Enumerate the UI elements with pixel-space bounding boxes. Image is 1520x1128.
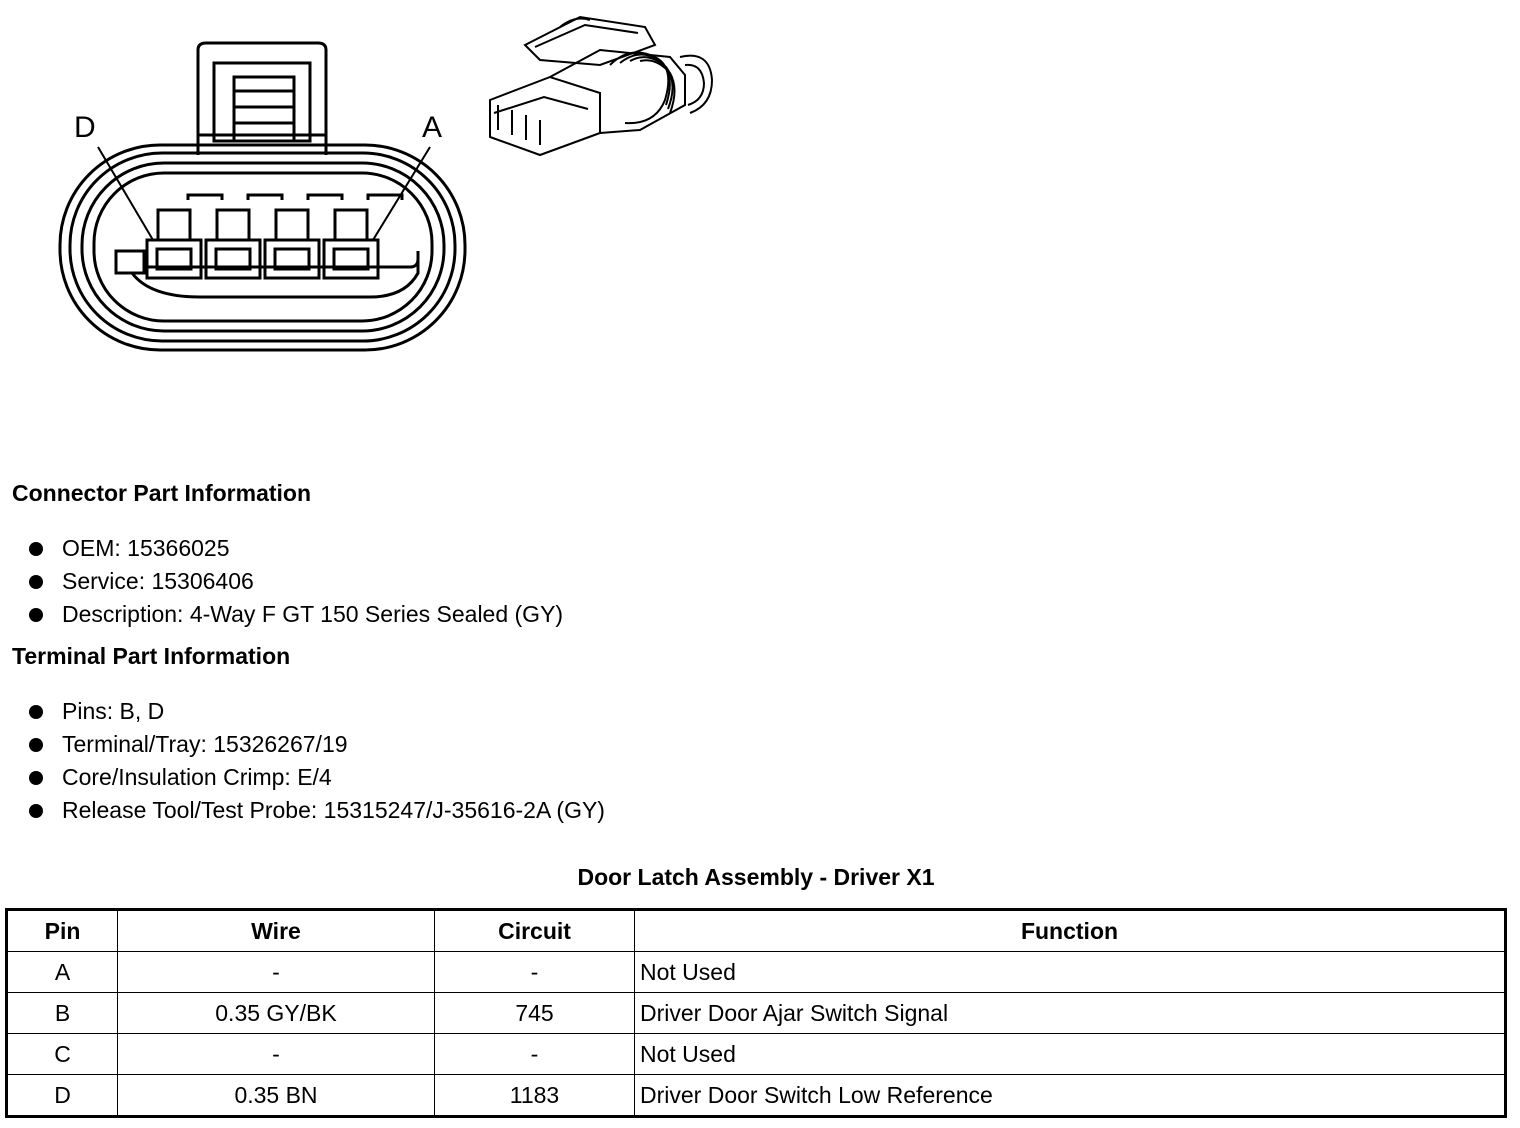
wire-cell: - — [118, 1034, 435, 1075]
table-row — [7, 1075, 1506, 1117]
pin-cell: B — [7, 993, 118, 1034]
list-item: OEM: 15366025 — [28, 532, 563, 565]
circuit-cell: - — [435, 952, 635, 993]
table-row — [7, 952, 1506, 993]
column-header-function: Function — [635, 910, 1506, 952]
list-item: Terminal/Tray: 15326267/19 — [28, 728, 605, 761]
list-item: Release Tool/Test Probe: 15315247/J-35616-2A (GY) — [28, 794, 605, 827]
function-cell: Driver Door Switch Low Reference — [635, 1075, 1506, 1117]
bullet-icon — [29, 608, 43, 622]
column-header-circuit: Circuit — [435, 910, 635, 952]
list-item: Pins: B, D — [28, 695, 605, 728]
bullet-icon — [29, 542, 43, 556]
connector-info-list — [28, 532, 563, 631]
bullet-icon — [29, 705, 43, 719]
table-header-row — [7, 910, 1506, 952]
terminal-info-list — [28, 695, 605, 827]
terminal-info-heading: Terminal Part Information — [12, 643, 291, 669]
bullet-icon — [29, 738, 43, 752]
wire-cell: - — [118, 952, 435, 993]
connector-info-heading: Connector Part Information — [12, 480, 312, 506]
bullet-icon — [29, 804, 43, 818]
list-item: Description: 4-Way F GT 150 Series Sealed (GY) — [28, 598, 563, 631]
function-cell: Not Used — [635, 952, 1506, 993]
wire-cell: 0.35 BN — [118, 1075, 435, 1117]
pin-cell: A — [7, 952, 118, 993]
function-cell: Not Used — [635, 1034, 1506, 1075]
table-title: Door Latch Assembly - Driver X1 — [577, 864, 935, 890]
column-header-pin: Pin — [7, 910, 118, 952]
table-row — [7, 1034, 1506, 1075]
pin-cell: D — [7, 1075, 118, 1117]
connector-perspective-diagram — [480, 5, 725, 165]
bullet-icon — [29, 575, 43, 589]
pinout-table — [5, 908, 1507, 1118]
wire-cell: 0.35 GY/BK — [118, 993, 435, 1034]
circuit-cell: - — [435, 1034, 635, 1075]
function-cell: Driver Door Ajar Switch Signal — [635, 993, 1506, 1034]
list-item: Core/Insulation Crimp: E/4 — [28, 761, 605, 794]
connector-label-a: A — [422, 111, 443, 144]
circuit-cell: 1183 — [435, 1075, 635, 1117]
circuit-cell: 745 — [435, 993, 635, 1034]
connector-label-d: D — [74, 111, 96, 144]
connector-face-diagram — [50, 35, 480, 365]
table-row — [7, 993, 1506, 1034]
bullet-icon — [29, 771, 43, 785]
list-item: Service: 15306406 — [28, 565, 563, 598]
column-header-wire: Wire — [118, 910, 435, 952]
pin-cell: C — [7, 1034, 118, 1075]
